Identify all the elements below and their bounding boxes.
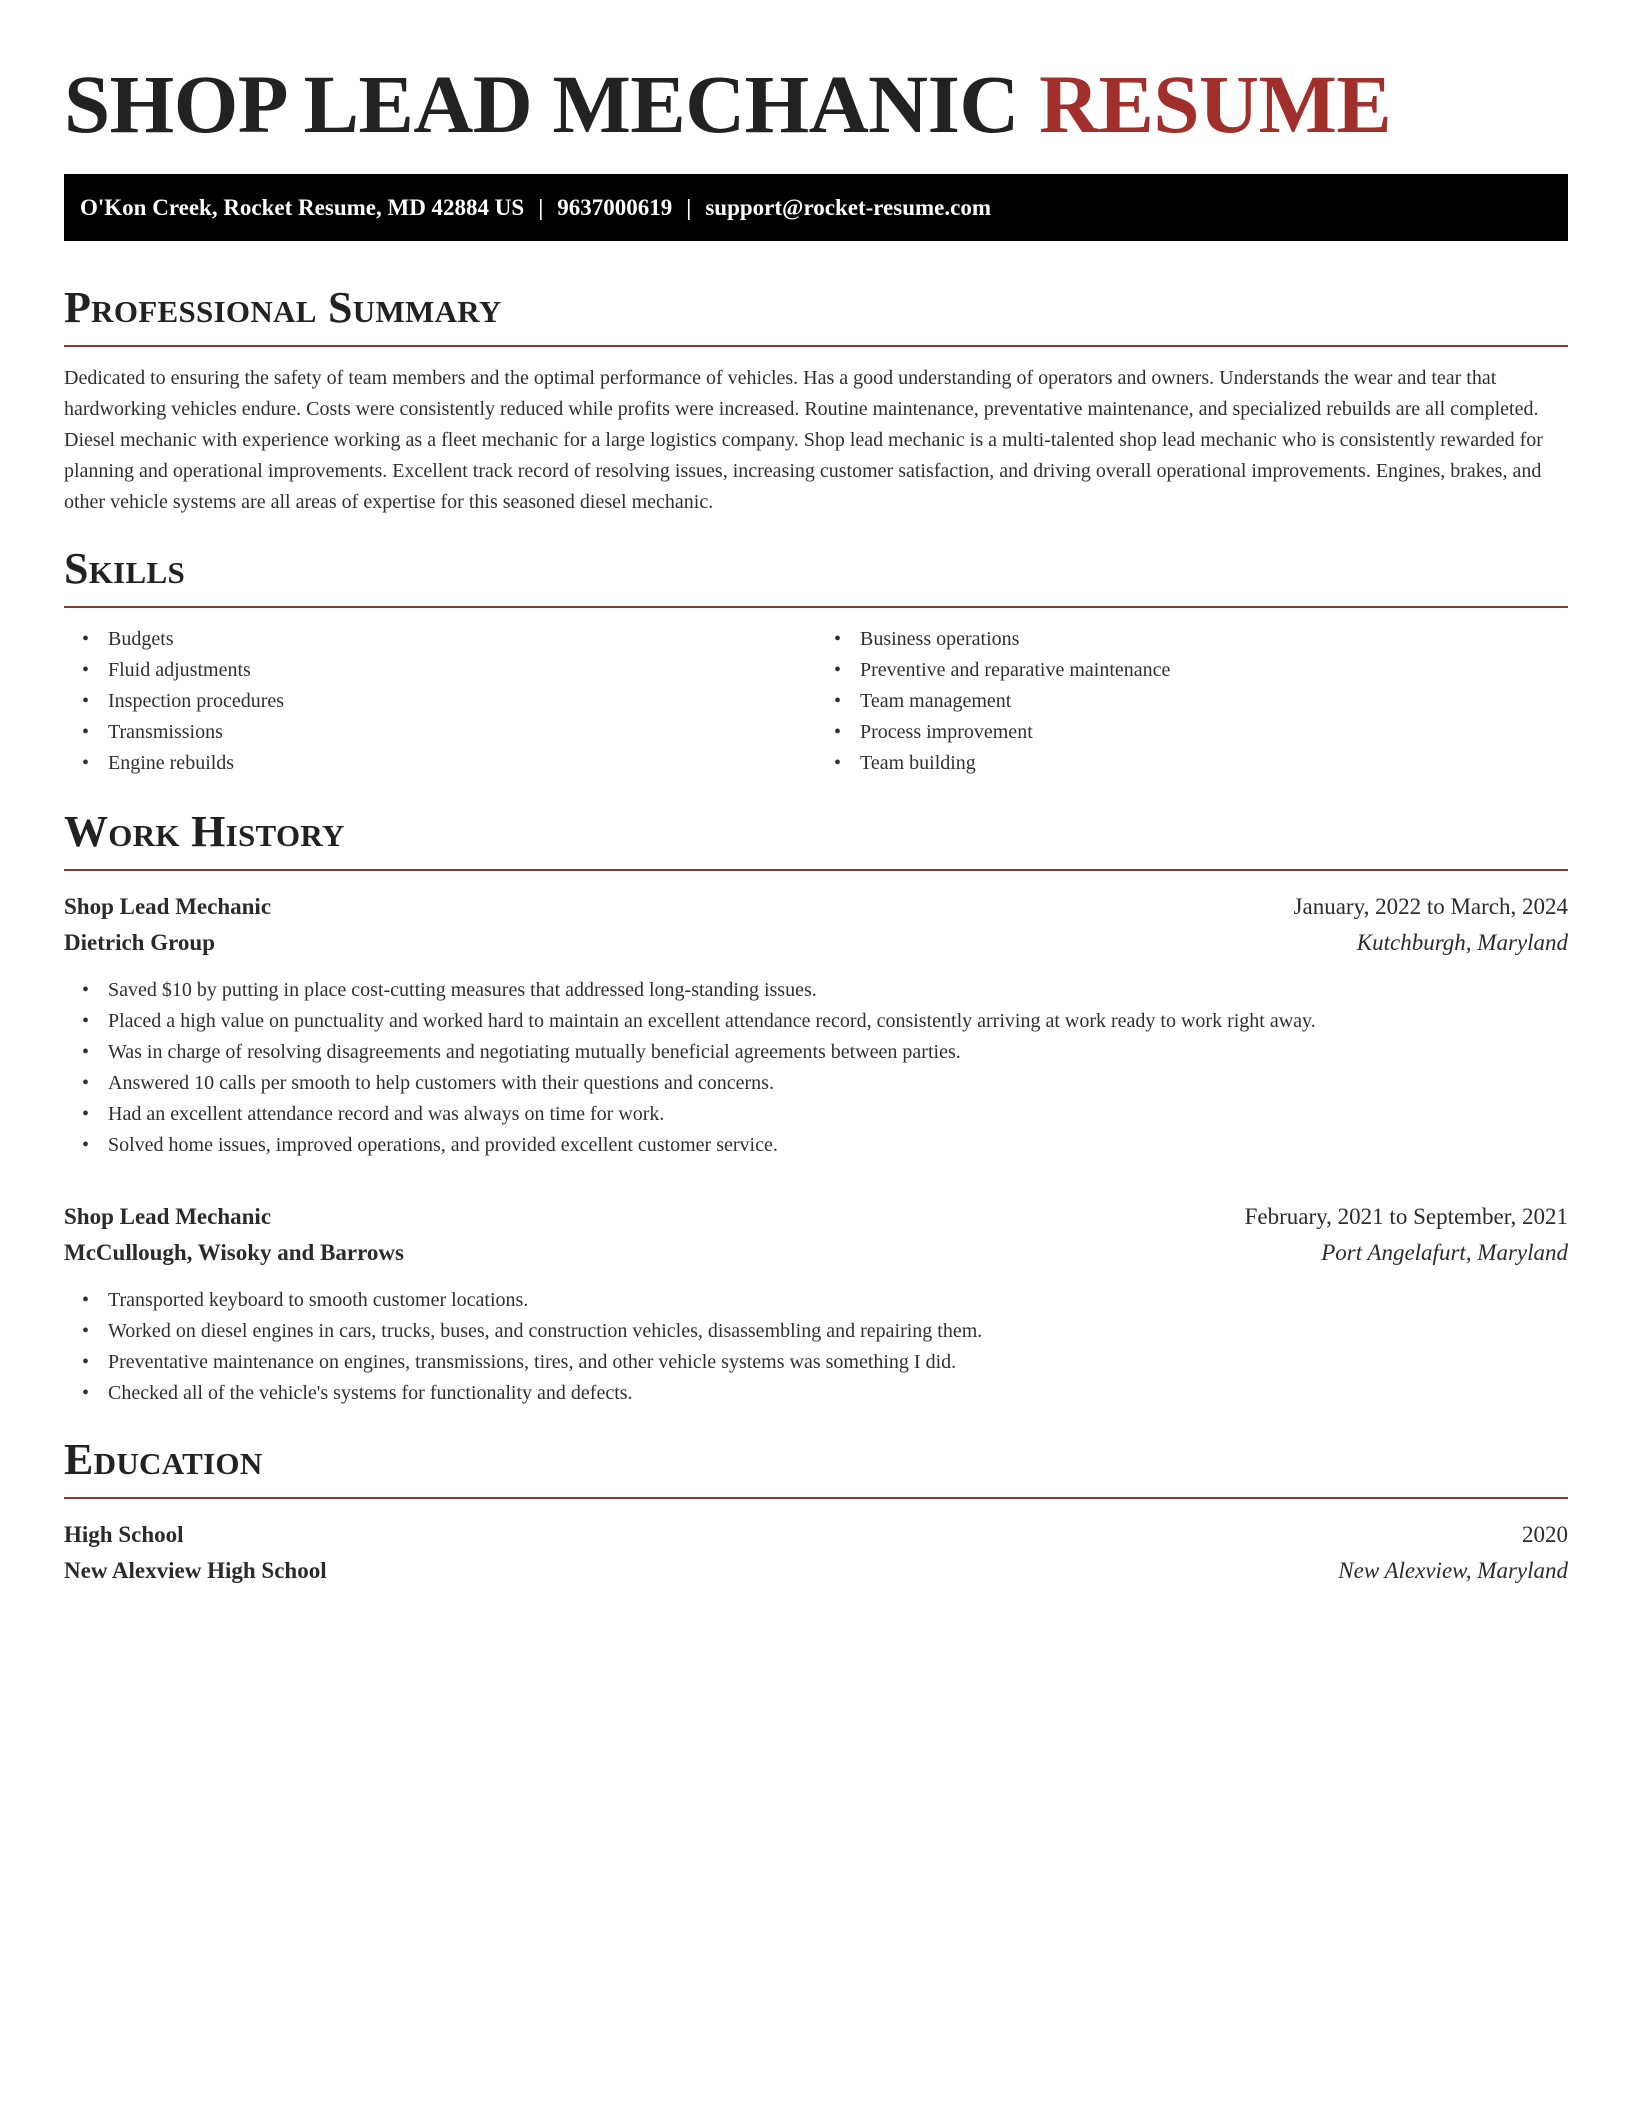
job-dates: January, 2022 to March, 2024 <box>1293 894 1568 919</box>
resume-page <box>64 0 1568 1589</box>
job-header-row <box>64 889 1568 925</box>
duty-item: • Solved home issues, improved operations, and provided excellent customer service. <box>108 1130 1568 1161</box>
job-company-row <box>64 1235 1568 1271</box>
section-divider <box>64 606 1568 608</box>
job-company: Dietrich Group <box>64 930 215 955</box>
job-entry <box>64 1199 1568 1409</box>
job-duties-list <box>64 975 1568 1161</box>
job-title: Shop Lead Mechanic <box>64 894 272 919</box>
job-title: Shop Lead Mechanic <box>64 1204 272 1229</box>
skills-section <box>64 544 1568 779</box>
contact-bar <box>64 174 1568 241</box>
education-degree-row <box>64 1517 1568 1553</box>
education-school-row <box>64 1553 1568 1589</box>
education-year: 2020 <box>1522 1522 1568 1547</box>
job-location: Kutchburgh, Maryland <box>1356 930 1568 955</box>
skill-item: • Team management <box>860 686 1568 717</box>
skills-column-left <box>64 624 816 779</box>
section-divider <box>64 345 1568 347</box>
job-dates: February, 2021 to September, 2021 <box>1244 1204 1568 1229</box>
skill-item: • Business operations <box>860 624 1568 655</box>
skill-item: • Preventive and reparative maintenance <box>860 655 1568 686</box>
contact-phone: 9637000619 <box>557 194 673 220</box>
contact-separator: | <box>538 194 544 220</box>
job-company: McCullough, Wisoky and Barrows <box>64 1240 404 1265</box>
contact-separator: | <box>686 194 692 220</box>
section-heading-work-history: Work History <box>64 807 345 856</box>
section-heading-skills: Skills <box>64 544 186 593</box>
duty-item: • Preventative maintenance on engines, transmissions, tires, and other vehicle systems was something I did. <box>108 1347 1568 1378</box>
skill-item: • Inspection procedures <box>108 686 816 717</box>
duty-item: • Was in charge of resolving disagreements and negotiating mutually beneficial agreements between parties. <box>108 1037 1568 1068</box>
section-heading-education: Education <box>64 1435 263 1484</box>
skill-item: • Budgets <box>108 624 816 655</box>
education-section <box>64 1435 1568 1589</box>
contact-email: support@rocket-resume.com <box>705 194 991 220</box>
job-company-row <box>64 925 1568 961</box>
skills-grid <box>64 624 1568 779</box>
skill-item: • Team building <box>860 748 1568 779</box>
skill-item: • Fluid adjustments <box>108 655 816 686</box>
job-entry <box>64 889 1568 1161</box>
section-divider <box>64 869 1568 871</box>
skill-item: • Engine rebuilds <box>108 748 816 779</box>
resume-title <box>64 58 1568 150</box>
duty-item: • Worked on diesel engines in cars, trucks, buses, and construction vehicles, disassembling and repairing them. <box>108 1316 1568 1347</box>
duty-item: • Saved $10 by putting in place cost-cutting measures that addressed long-standing issues. <box>108 975 1568 1006</box>
skill-item: • Process improvement <box>860 717 1568 748</box>
job-duties-list <box>64 1285 1568 1409</box>
work-history-section <box>64 807 1568 1409</box>
duty-item: • Transported keyboard to smooth customer locations. <box>108 1285 1568 1316</box>
section-divider <box>64 1497 1568 1499</box>
summary-text: Dedicated to ensuring the safety of team members and the optimal performance of vehicles. Has a good understanding of operators and owners. Understands the wear and tear that hardworking vehicles endure. Costs were consistently reduced while profits were increased. Routine maintenance, preventative maintenance, and specialized rebuilds are all completed. Diesel mechanic with experience working as a fleet mechanic for a large logistics company. Shop lead mechanic is a multi-talented shop lead mechanic who is consistently rewarded for planning and operational improvements. Excellent track record of resolving issues, increasing customer satisfaction, and driving overall operational improvements. Engines, brakes, and other vehicle systems are all areas of expertise for this seasoned diesel mechanic. <box>64 367 1543 513</box>
education-school: New Alexview High School <box>64 1558 327 1583</box>
job-header-row <box>64 1199 1568 1235</box>
summary-section <box>64 283 1568 518</box>
duty-item: • Had an excellent attendance record and was always on time for work. <box>108 1099 1568 1130</box>
section-heading-summary: Professional Summary <box>64 283 502 332</box>
education-entry <box>64 1517 1568 1589</box>
duty-item: • Answered 10 calls per smooth to help customers with their questions and concerns. <box>108 1068 1568 1099</box>
education-degree: High School <box>64 1522 184 1547</box>
title-accent: RESUME <box>1039 58 1392 150</box>
duty-item: • Placed a high value on punctuality and worked hard to maintain an excellent attendance record, consistently arriving at work ready to work right away. <box>108 1006 1568 1037</box>
skills-column-right <box>816 624 1568 779</box>
job-location: Port Angelafurt, Maryland <box>1321 1240 1568 1265</box>
contact-address: O'Kon Creek, Rocket Resume, MD 42884 US <box>80 194 525 220</box>
title-main: SHOP LEAD MECHANIC <box>64 58 1019 150</box>
education-location: New Alexview, Maryland <box>1338 1558 1568 1583</box>
skill-item: • Transmissions <box>108 717 816 748</box>
duty-item: • Checked all of the vehicle's systems for functionality and defects. <box>108 1378 1568 1409</box>
